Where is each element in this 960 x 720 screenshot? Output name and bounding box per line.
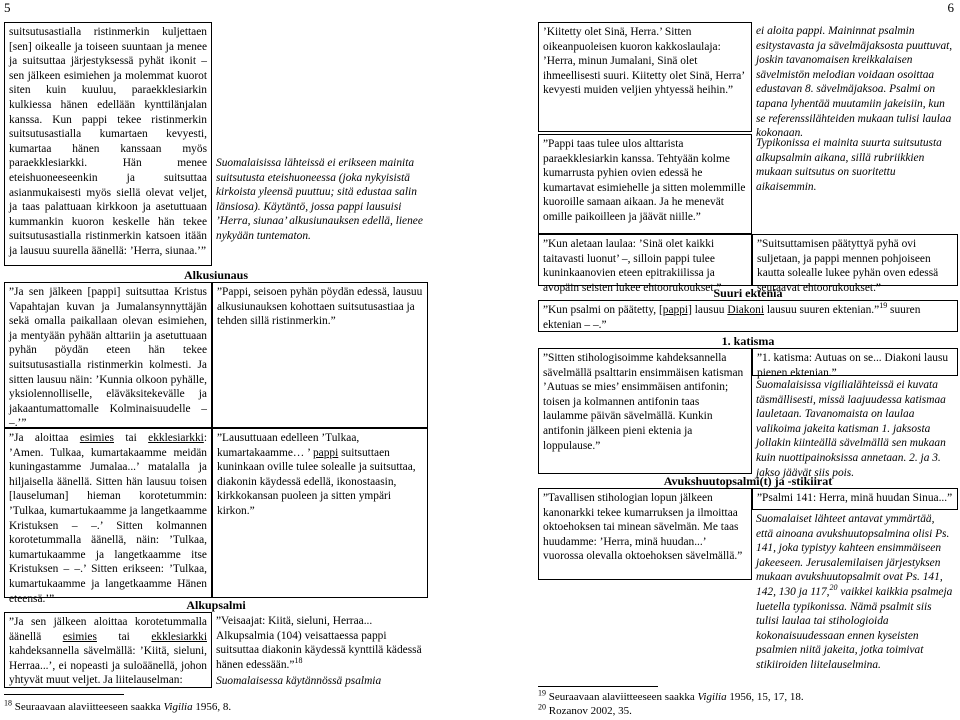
tulkaa-vigilia-cell: ”Lausuttuaan edelleen ’Tulkaa, kumartakaamme… ’ pappi suitsuttaen kuninkaan oville tulee solealle ja suitsuttaa, diakonin käydessä edellä, ikonostaasin, kirkkokansan puoleen ja sitten ympäri kirkon.” [212, 428, 428, 598]
katisma-comment-cell: Suomalaisissa vigilialähteissä ei kuvata täsmällisesti, missä laajuudessa katismaa lauletaan. Tavanomaista on laulaa valikoima jakeita katisman 1. jaksosta jollakin kiinteällä sävelmällä sen mukaan kuin nuottipainoksissa annetaan. 2. ja 3. jakso jäävät siis pois. [756, 379, 946, 479]
alkusiunaus-typikon-cell: ”Ja sen jälkeen [pappi] suitsuttaa Kristus Vapahtajan kuvan ja Jumalansynnyttäjän sekä omalla paikallaan olevan esimiehen, ja mentyään pyhään alttariin ja asetuttuaan pyhän pöydän eteen hän tekee suitsutusastialla ristinmerkin kolmesti. Ja sitten lausuu näin: ’Kunnia olkoon pyhälle, yksiolennolliselle, eläväksitekevälle ja jakaantumattomalle Kolminaisuudelle – –.’” [4, 282, 212, 428]
alkupsalmi-heading: Alkupsalmi [186, 598, 246, 612]
suuri-ektenia-cell: ”Kun psalmi on päätetty, [pappi] lausuu Diakoni lausuu suuren ektenian.”$^{19}$ suuren ektenian – –.” [538, 300, 958, 332]
pappi-ulos-typikon-cell: ”Pappi taas tulee ulos alttarista paraekklesiarkin kanssa. Tehtyään kolme kumarrusta pyhien ovien edessä he kumartavat esimiehelle ja sitten molemmille kuoroille samaan aikaan. Ja he menevät omille paikoilleen ja jäävät niille.” [538, 134, 752, 234]
page-number-right: 6 [947, 0, 954, 15]
katisma-typikon-cell: ”Sitten stihologisoimme kahdeksannella sävelmällä psalttarin ensimmäisen katisman ’Autuas se mies’ ensimmäisen antifonin; toisen ja kolmannen antifonin taas laulamme päivän sävelmällä. Kunkin antifonin jälkeen pieni ektenia ja loppulause.” [538, 348, 752, 474]
avukshuuto-heading: Avukshuutopsalmi(t) ja -stikiirat [663, 474, 833, 488]
footnote-20: $^{20}$ Rozanov 2002, 35. [538, 702, 632, 717]
kiitetty-typikon-cell: ’Kiitetty olet Sinä, Herra.’ Sitten oikeanpuoleisen kuoron kakkoslaulaja: ’Herra, minun Jumalani, Sinä olet ihmeellisesti suuri. Kiitetty olet Sinä, Herra’ kevyesti muiden veljien yhtyessä heihin.” [538, 22, 752, 132]
katisma-vigilia-cell: ”1. katisma: Autuas on se... Diakoni lausu pienen ektenian.” [752, 348, 958, 376]
footnote-rule-left [4, 694, 124, 695]
alkupsalmi-comment-cell: Suomalaisessa käytännössä psalmia [216, 675, 382, 687]
suuri-ektenia-heading: Suuri ektenia [713, 286, 783, 300]
avukshuuto-vigilia-cell: ”Psalmi 141: Herra, minä huudan Sinua...” [752, 488, 958, 510]
avukshuuto-comment-cell: Suomalaiset lähteet antavat ymmärtää, että ainoana avukshuutopsalmina olisi Ps. 141, joka typistyy kahteen ensimmäiseen jakeeseen. Jerusalemilaisen järjestyksen mukaan avukshuutopsalmit ovat Ps. 141, 142, 130 ja 117,20 vaikkei kaikkia psalmeja luetella typikonissa. Nämä psalmit siis tulisi laulaa tai stihologioida kokonaisuudessaan ennen kyseisten psalmien niitä jakeita, jotka toimivat stikiiroiden liitelauselmina. [756, 513, 953, 671]
avukshuuto-typikon-cell: ”Tavallisen stihologian lopun jälkeen kanonarkki tekee kumarruksen ja ilmoittaa oktoehoksen tai minean sävelmän. Me taas huudamme: ’Herra, minä huudan...’ vuorossa olevalla oktoehoksen sävelmällä.” [538, 488, 752, 580]
ehtoorukoukset-vigilia-cell: ”Suitsuttamisen päätyttyä pyhä ovi suljetaan, ja pappi mennen pohjoiseen kautta solealle lukee pyhän oven edessä seuraavat ehtoorukoukset.” [752, 234, 958, 286]
footnote-18: $^{18}$ Seuraavaan alaviitteeseen saakka Vigilia 1956, 8. [4, 698, 232, 713]
ehtoorukoukset-typikon-cell: ”Kun aletaan laulaa: ’Sinä olet kaikki taitavasti luonut’ –, silloin pappi tulee kuninkaanovien eteen epitrakiilissa ja avopäin seisten lukee ehtoorukoukset.” [538, 234, 752, 286]
katisma-heading: 1. katisma [721, 334, 775, 348]
pappi-ulos-comment-cell: Typikonissa ei mainita suurta suitsutusta alkupsalmin aikana, sillä rubriikkien mukaan suitsutus on suoritettu aikaisemmin. [756, 137, 942, 193]
alkupsalmi-typikon-cell: ”Ja sen jälkeen aloittaa korotetummalla äänellä esimies tai ekklesiarkki kahdeksannella sävelmällä: ’Kiitä, sieluni, Herraa...’, ei nopeasti ja suloäänellä, johon yhtyvät muut veljet. Ja liitelauselman: [4, 612, 212, 688]
kiitetty-comment-cell: ei aloita pappi. Maininnat psalmin esitystavasta ja sävelmäjaksosta puuttuvat, joskin tavanomaisen kreikkalaisen sävelmistön melodian voidaan osoittaa edustavan 8. sävelmäjaksoa. Psalmi on tapana lyhentää muutamiin jakeisiin, kun se referenssilähteiden mukaan tulisi laulaa kokonaan. [756, 25, 953, 140]
footnote-rule-right [538, 686, 658, 687]
intro-rubric-cell: suitsutusastialla ristinmerkin kuljettaen [sen] oikealle ja toiseen suuntaan ja menee ja suitsuttaa järjestyksessä pyhät ikonit – sen jälkeen esimiehen ja molemmat kuorot siten kuin kuuluu, paraekklesiarkin kulkiessa hänen edellään kynttilänjalan kanssa. Kun pappi tekee ristinmerkin suitsutusastialla kumartaen kevyesti, kumartaa hänen kanssaan myös paraekklesiarkki. Hän menee eteishuoneeseenkin ja suitsuttaa asianmukaisesti myös siellä olevat veljet, ja taas palattuaan kirkkoon ja asetuttuaan kummankin kuoron keskelle hän tekee suitsutusastialla ristinmerkin katsoen itään ja lausuu suurella äänellä: ’Herra, siunaa.’” [4, 22, 212, 266]
footnote-19: $^{19}$ Seuraavaan alaviitteeseen saakka Vigilia 1956, 15, 17, 18. [538, 688, 804, 703]
alkusiunaus-heading: Alkusiunaus [183, 268, 249, 282]
tulkaa-typikon-cell: ”Ja aloittaa esimies tai ekklesiarkki: ’Amen. Tulkaa, kumartakaamme meidän kuningastamme Jumalaa...’ matalalla ja hiljaisella äänellä. Sitten hän lausuu toisen [lauseluman] hieman korotetummin: ’Tulkaa, kumartukaamme ja langetkaamme Kristuksen – –.’ Sitten kolmannen korotetummalla äänellä, näin: ’Tulkaa, kumartukaamme ja langetkaamme itse Kristuksen – –.’ Sitten erikseen: ’Tulkaa, kumartukaamme ja langetkaamme Hänen eteensä.’” [4, 428, 212, 598]
alkusiunaus-vigilia-cell: ”Pappi, seisoen pyhän pöydän edessä, lausuu alkusiunauksen kohottaen suitsutusastiaa ja tehden sillä ristinmerkin.” [212, 282, 428, 428]
page-number-left: 5 [4, 0, 11, 15]
alkupsalmi-vigilia-cell: ”Veisaajat: Kiitä, sieluni, Herraa... Alkupsalmia (104) veisattaessa pappi suitsuttaa diakonin käydessä kynttilä kädessä hänen edessään.”$^{18}$ [216, 615, 422, 671]
intro-comment-cell: Suomalaisissa lähteissä ei erikseen mainita suitsutusta eteishuoneessa (joka nykyisistä kirkoista yleensä puuttuu; sitä edustaa salin länsiosa). Käytäntö, jossa pappi lausuisi ’Herra, siunaa’ alkusiunauksen edellä, lienee nykyään tuntematon. [216, 157, 423, 242]
